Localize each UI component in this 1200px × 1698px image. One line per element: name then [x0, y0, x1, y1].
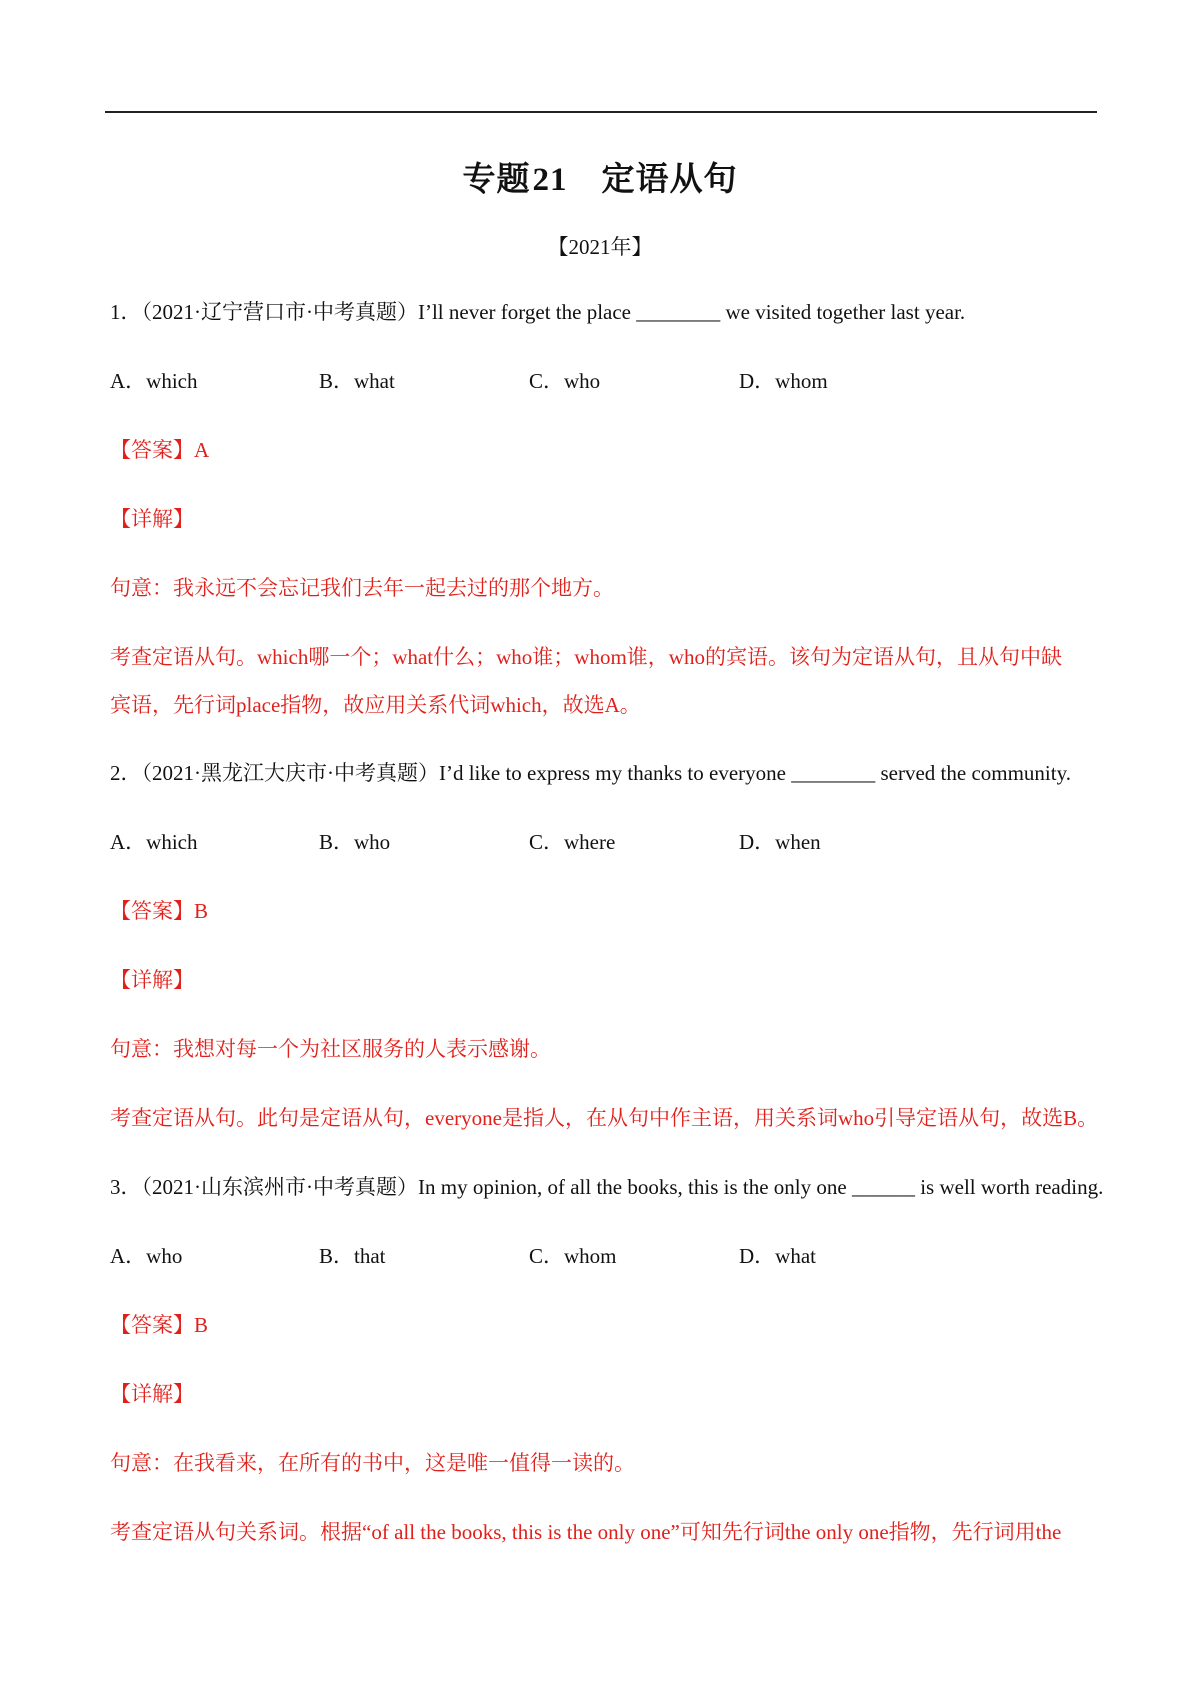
- question-2-options: [110, 827, 1010, 857]
- title-topic: 定语从句: [601, 162, 738, 198]
- option-c: C．who: [529, 369, 601, 393]
- option-d: D．what: [739, 1244, 816, 1268]
- option-d: D．when: [739, 830, 821, 854]
- question-1-answer: 【答案】A: [110, 438, 210, 462]
- option-c: C．whom: [529, 1244, 617, 1268]
- question-1-detail-label: 【详解】: [110, 507, 194, 531]
- option-a: A．which: [110, 830, 198, 854]
- question-2-analysis-line-1: 考查定语从句。此句是定语从句，everyone是指人，在从句中作主语，用关系词who引导定语从句，故选B。: [110, 1106, 1099, 1130]
- option-b: B．that: [319, 1244, 386, 1268]
- header-rule: [105, 111, 1097, 113]
- question-1-analysis-line-2: 宾语，先行词place指物，故应用关系代词which，故选A。: [110, 693, 641, 717]
- question-2-meaning: 句意：我想对每一个为社区服务的人表示感谢。: [110, 1037, 551, 1061]
- option-b: B．what: [319, 369, 395, 393]
- title-prefix: 专题: [462, 162, 531, 198]
- question-1-meaning: 句意：我永远不会忘记我们去年一起去过的那个地方。: [110, 576, 614, 600]
- question-1-analysis-line-1: 考查定语从句。which哪一个；what什么；who谁；whom谁，who的宾语。该句为定语从句，且从句中缺: [110, 645, 1062, 669]
- question-3-stem: 3．（2021·山东滨州市·中考真题）In my opinion, of all the books, this is the only one ______ is well worth reading.: [110, 1175, 1104, 1199]
- option-a: A．which: [110, 369, 198, 393]
- question-2-detail-label: 【详解】: [110, 968, 194, 992]
- question-2-answer: 【答案】B: [110, 899, 209, 923]
- question-3-meaning: 句意：在我看来，在所有的书中，这是唯一值得一读的。: [110, 1451, 635, 1475]
- title-number: 21: [532, 162, 568, 198]
- question-3-analysis-line-1: 考查定语从句关系词。根据“of all the books, this is the only one”可知先行词the only one指物，先行词用the: [110, 1520, 1062, 1544]
- option-b: B．who: [319, 830, 391, 854]
- question-3-options: [110, 1241, 1010, 1271]
- question-3-answer: 【答案】B: [110, 1313, 209, 1337]
- question-2-stem: 2．（2021·黑龙江大庆市·中考真题）I’d like to express my thanks to everyone ________ served the community.: [110, 761, 1071, 785]
- question-1-options: [110, 366, 1010, 396]
- question-1-stem: 1．（2021·辽宁营口市·中考真题）I’ll never forget the place ________ we visited together last year.: [110, 300, 966, 324]
- year-label: 【2021年】: [547, 235, 653, 259]
- option-d: D．whom: [739, 369, 828, 393]
- question-3-detail-label: 【详解】: [110, 1382, 194, 1406]
- option-a: A．who: [110, 1244, 183, 1268]
- page-title: [0, 153, 1200, 200]
- option-c: C．where: [529, 830, 616, 854]
